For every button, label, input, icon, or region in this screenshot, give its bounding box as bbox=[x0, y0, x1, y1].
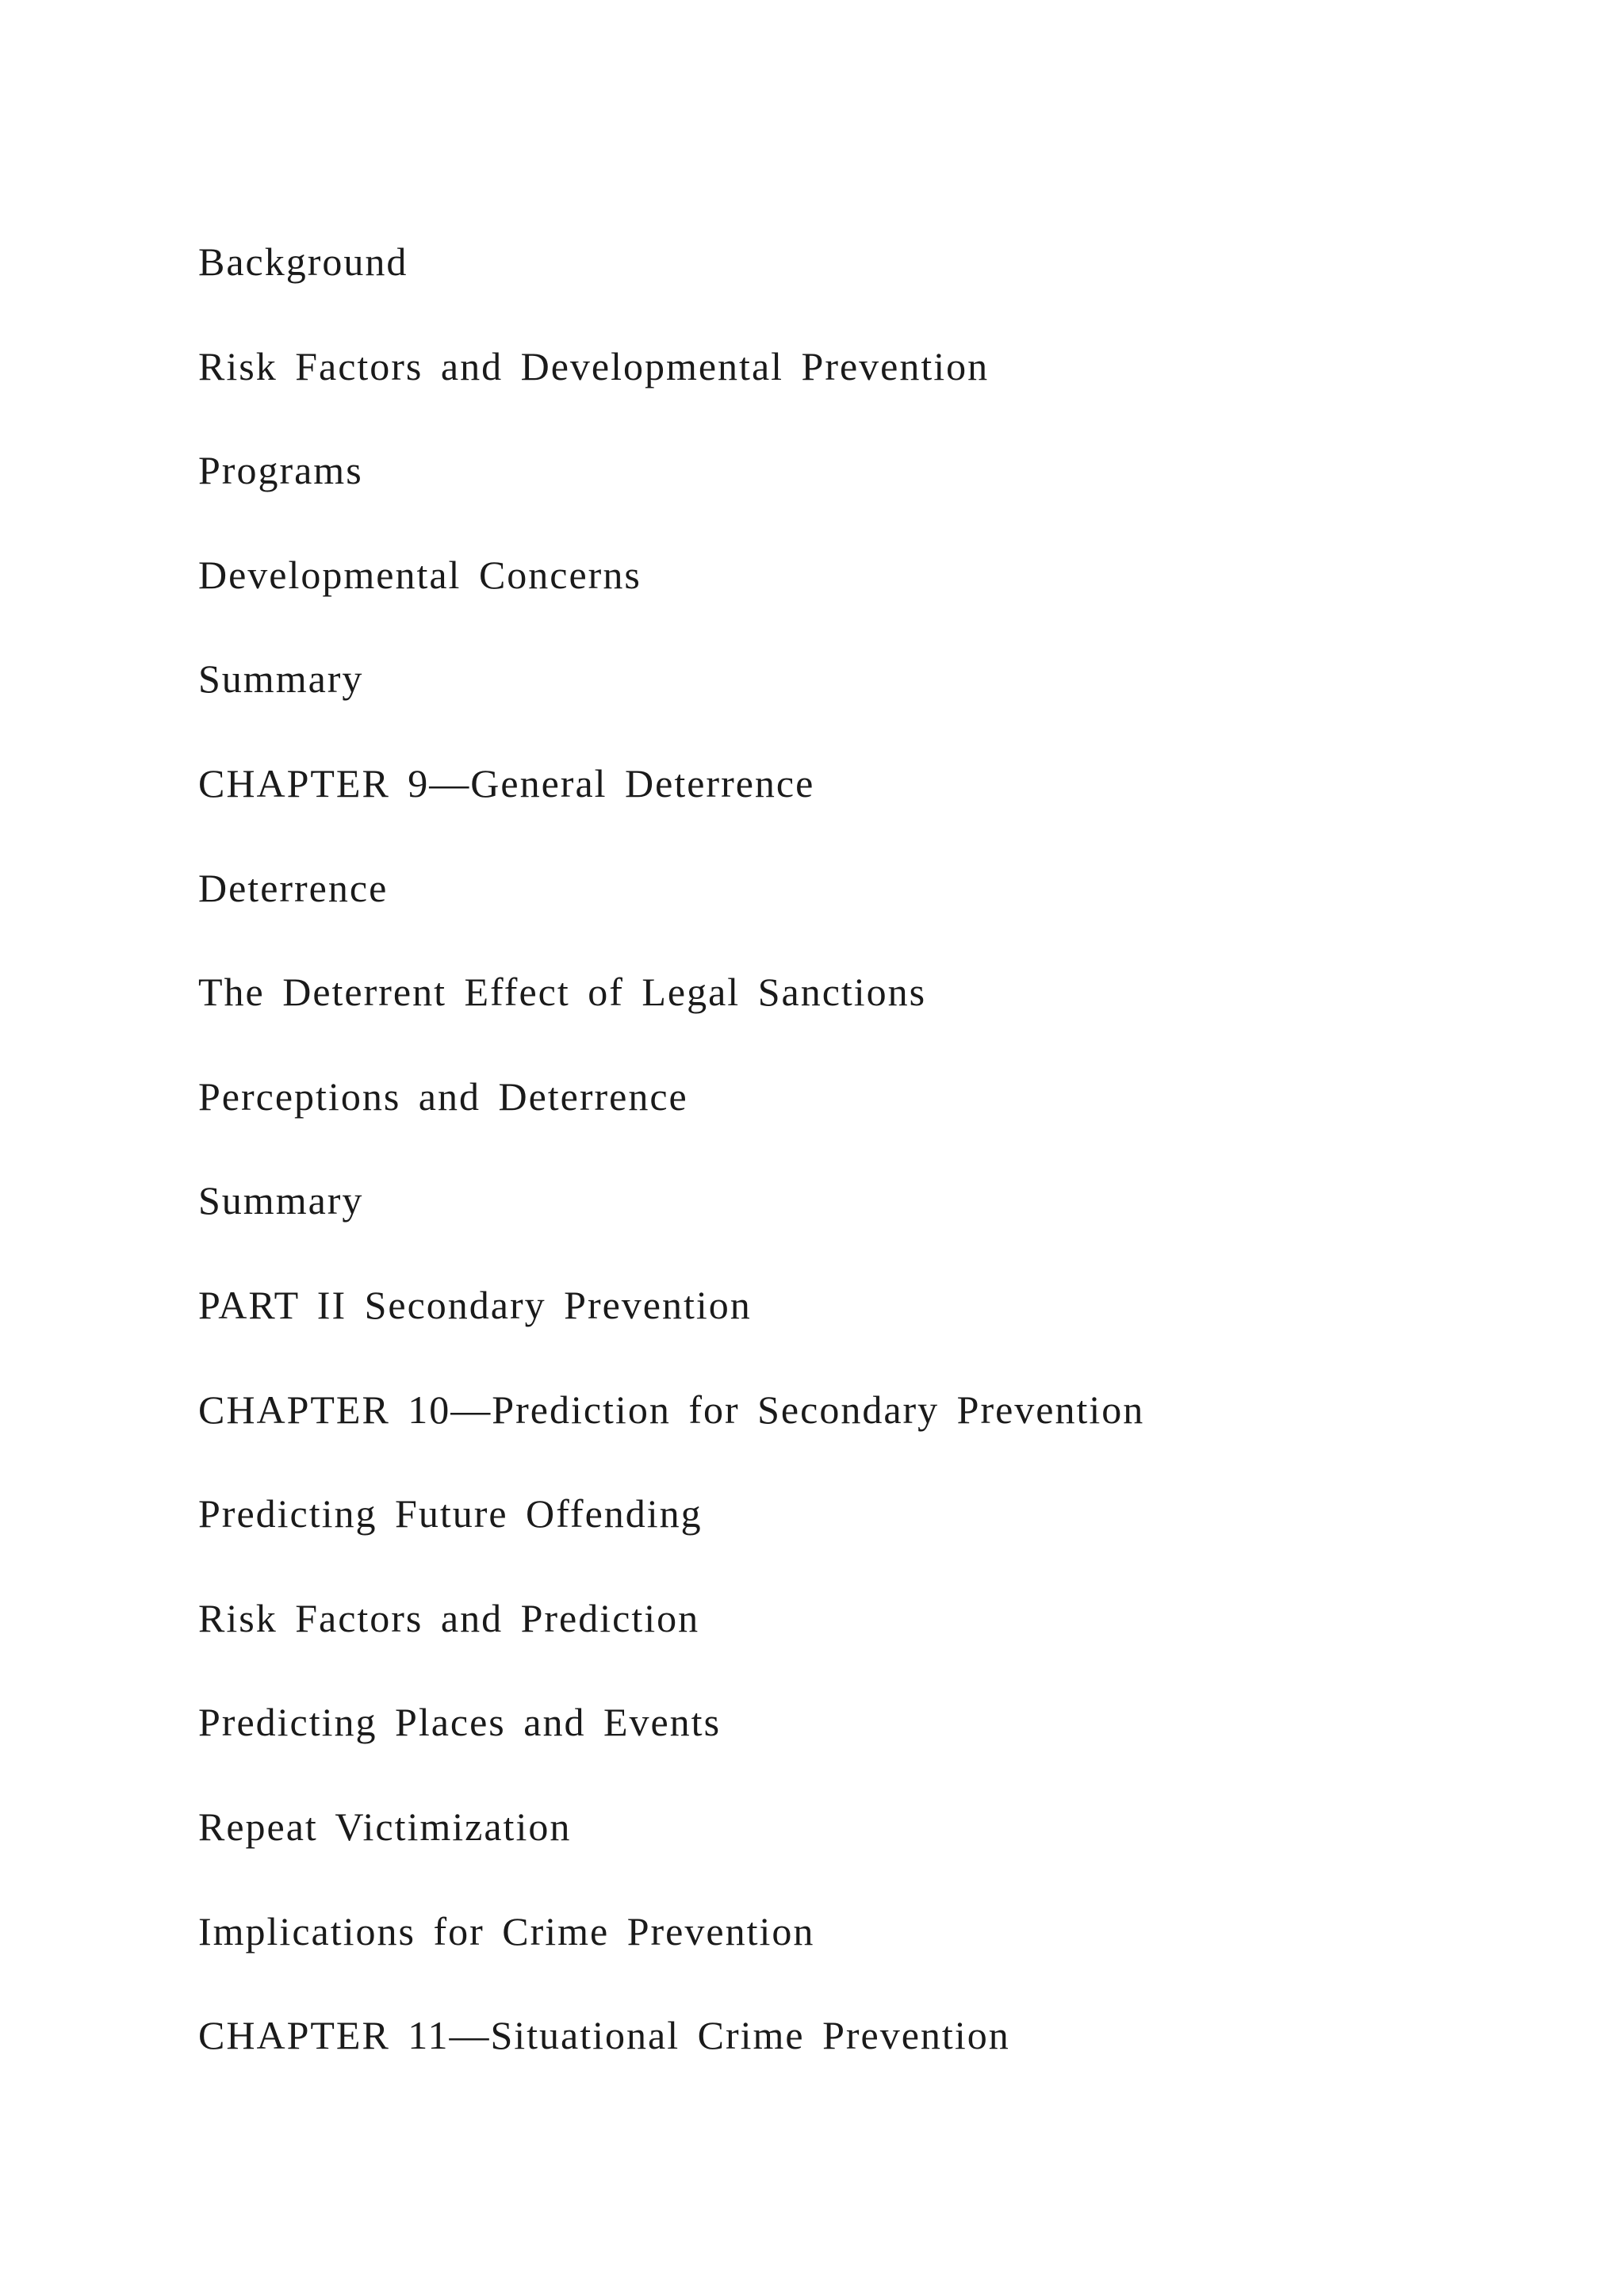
toc-entry-risk-factors-developmental-prevention: Risk Factors and Developmental Prevention bbox=[198, 343, 990, 388]
toc-entry-summary: Summary bbox=[198, 656, 364, 702]
toc-entry-summary: Summary bbox=[198, 1178, 364, 1223]
toc-chapter-10-heading: CHAPTER 10—Prediction for Secondary Prevention bbox=[198, 1387, 1145, 1432]
toc-entry-predicting-future-offending: Predicting Future Offending bbox=[198, 1491, 703, 1536]
toc-entry-repeat-victimization: Repeat Victimization bbox=[198, 1804, 572, 1849]
toc-entry-implications-for-crime-prevention: Implications for Crime Prevention bbox=[198, 1908, 815, 1954]
toc-chapter-11-heading: CHAPTER 11—Situational Crime Prevention bbox=[198, 2013, 1010, 2058]
toc-entry-deterrent-effect-legal-sanctions: The Deterrent Effect of Legal Sanctions bbox=[198, 970, 927, 1015]
toc-entry-developmental-concerns: Developmental Concerns bbox=[198, 552, 642, 597]
toc-entry-programs: Programs bbox=[198, 448, 363, 493]
toc-entry-background: Background bbox=[198, 239, 408, 284]
toc-entry-predicting-places-and-events: Predicting Places and Events bbox=[198, 1700, 722, 1745]
toc-entry-deterrence: Deterrence bbox=[198, 865, 389, 910]
table-of-contents bbox=[198, 239, 1145, 2120]
toc-part-2-heading: PART II Secondary Prevention bbox=[198, 1282, 752, 1327]
toc-entry-risk-factors-and-prediction: Risk Factors and Prediction bbox=[198, 1595, 700, 1640]
toc-entry-perceptions-and-deterrence: Perceptions and Deterrence bbox=[198, 1073, 688, 1119]
toc-chapter-9-heading: CHAPTER 9—General Deterrence bbox=[198, 760, 815, 806]
